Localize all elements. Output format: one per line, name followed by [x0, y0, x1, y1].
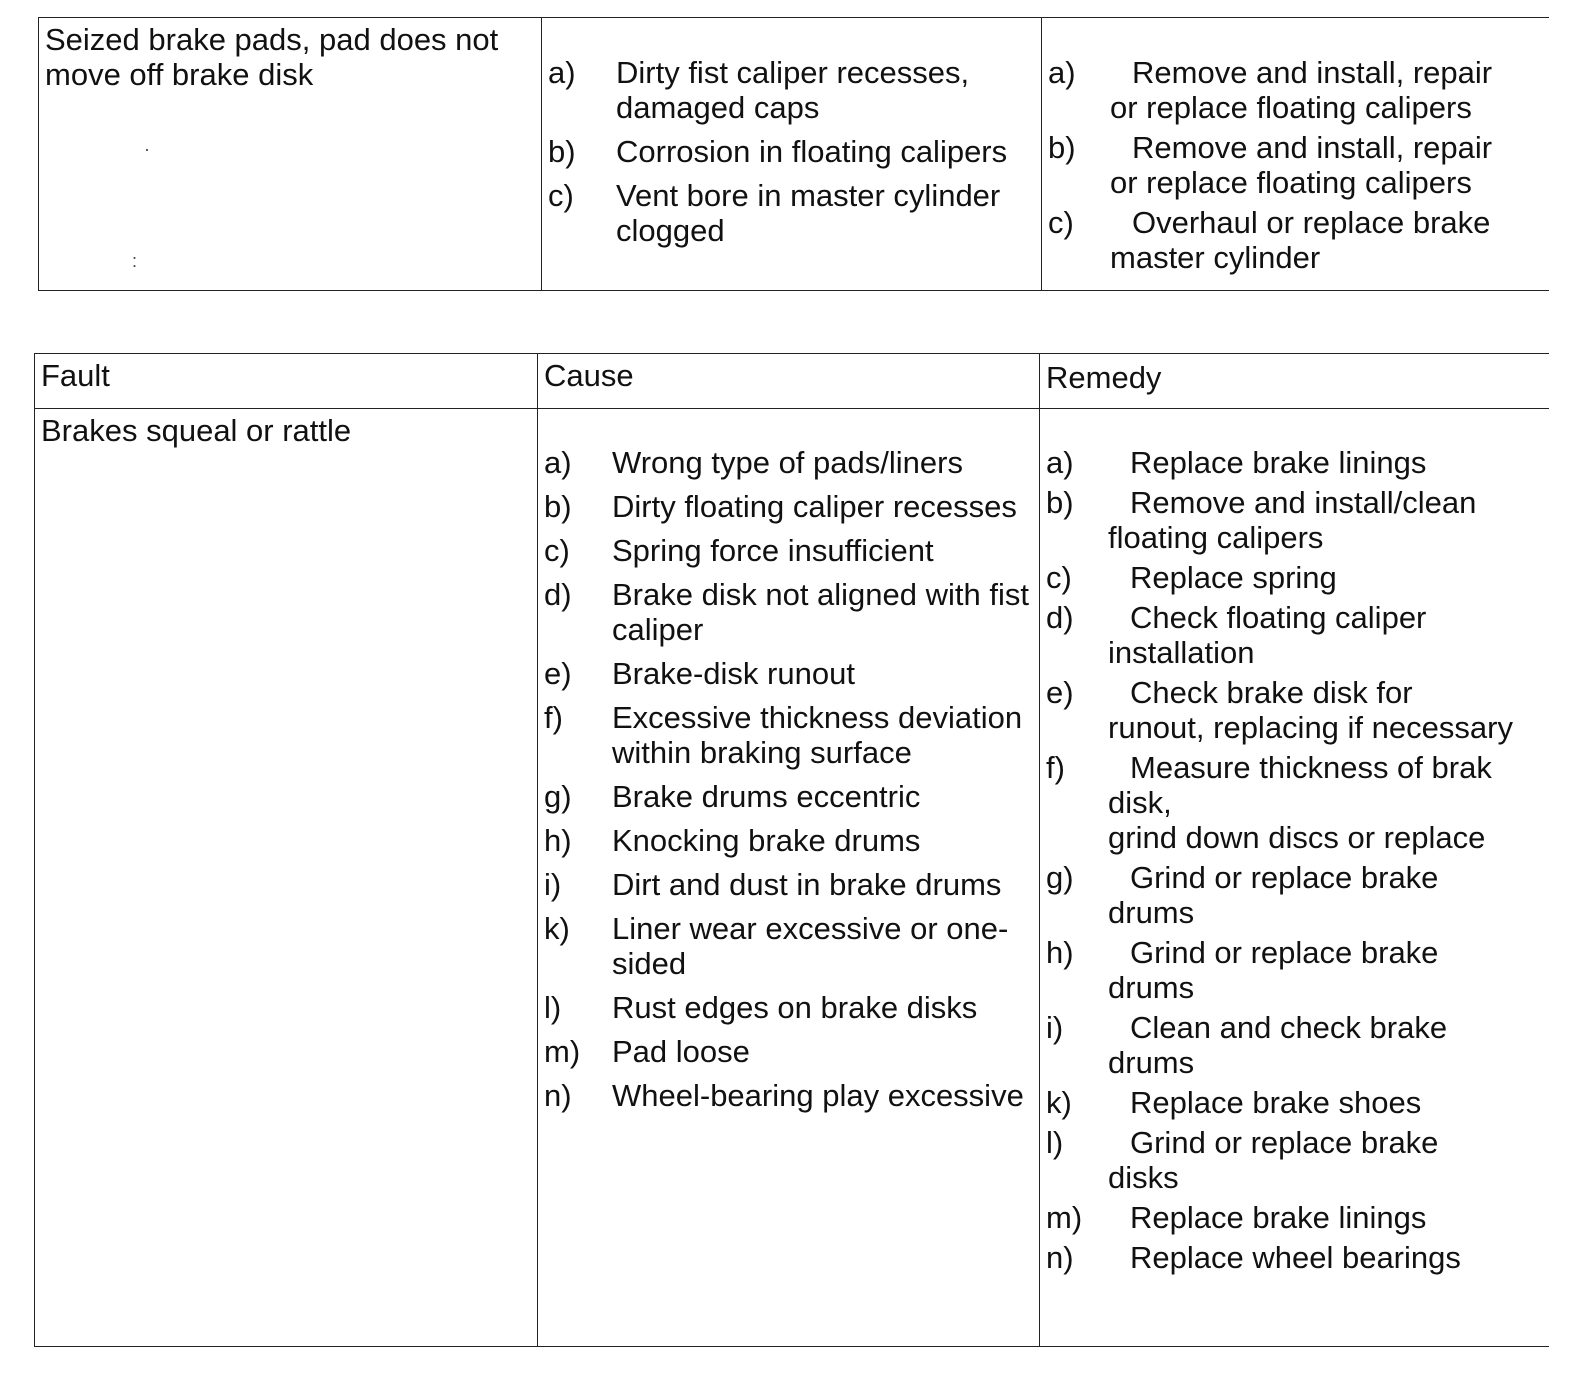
header-fault-label: Fault [41, 358, 110, 393]
remedy-item: f) Measure thickness of brak disk, grind down discs or replace [1046, 750, 1492, 855]
cause-item: h) Knocking brake drums [544, 823, 921, 858]
cause-item: e) Brake-disk runout [544, 656, 855, 691]
remedy-list [1042, 55, 1549, 275]
cause-list [542, 55, 1041, 248]
fault-text: Seized brake pads, pad does not move off brake disk [45, 22, 499, 92]
remedy-item: a) Remove and install, repair or replace floating calipers [1048, 55, 1493, 125]
remedy-item: b) Remove and install/clean floating calipers [1046, 485, 1477, 555]
cause-cell [538, 409, 1040, 1347]
cause-item: b) Corrosion in floating calipers [548, 134, 1008, 169]
remedy-item: m) Replace brake linings [1046, 1200, 1427, 1235]
cause-item: d) Brake disk not aligned with fist caliper [544, 577, 1029, 647]
cause-list [538, 445, 1039, 1113]
remedy-list [1040, 445, 1549, 1275]
fault-cell [35, 409, 538, 1347]
header-remedy-label: Remedy [1046, 360, 1162, 395]
fault-cell [39, 18, 542, 291]
scan-speck: : [132, 251, 138, 271]
cause-item: i) Dirt and dust in brake drums [544, 867, 1002, 902]
remedy-cell [1040, 409, 1549, 1347]
cause-item: f) Excessive thickness deviation within braking surface [544, 700, 1023, 770]
remedy-item: n) Replace wheel bearings [1046, 1240, 1461, 1275]
cause-cell [542, 18, 1042, 291]
cause-item: k) Liner wear excessive or one-sided [544, 911, 1009, 981]
header-cause-label: Cause [544, 358, 634, 393]
remedy-item: g) Grind or replace brake drums [1046, 860, 1439, 930]
fault-text: Brakes squeal or rattle [41, 413, 352, 448]
remedy-item: d) Check floating caliper installation [1046, 600, 1427, 670]
remedy-item: h) Grind or replace brake drums [1046, 935, 1439, 1005]
header-fault [35, 354, 538, 409]
cause-item: c) Vent bore in master cylinder clogged [548, 178, 1001, 248]
cause-item: b) Dirty floating caliper recesses [544, 489, 1017, 524]
remedy-item: k) Replace brake shoes [1046, 1085, 1422, 1120]
scan-speck: · [144, 139, 150, 159]
remedy-item: c) Overhaul or replace brake master cylinder [1048, 205, 1491, 275]
remedy-item: c) Replace spring [1046, 560, 1337, 595]
remedy-item: b) Remove and install, repair or replace floating calipers [1048, 130, 1493, 200]
fault-table-squeal [34, 353, 1549, 1347]
remedy-item: a) Replace brake linings [1046, 445, 1427, 480]
remedy-item: l) Grind or replace brake disks [1046, 1125, 1439, 1195]
cause-item: l) Rust edges on brake disks [544, 990, 978, 1025]
remedy-cell [1042, 18, 1549, 291]
cause-item: a) Wrong type of pads/liners [544, 445, 963, 480]
fault-table-seized-pads [38, 17, 1549, 291]
cause-item: g) Brake drums eccentric [544, 779, 921, 814]
header-cause [538, 354, 1040, 409]
remedy-item: i) Clean and check brake drums [1046, 1010, 1448, 1080]
cause-item: n) Wheel-bearing play excessive [544, 1078, 1024, 1113]
header-remedy [1040, 354, 1549, 409]
cause-item: m) Pad loose [544, 1034, 750, 1069]
remedy-item: e) Check brake disk for runout, replacing if necessary [1046, 675, 1513, 745]
cause-item: c) Spring force insufficient [544, 533, 934, 568]
cause-item: a) Dirty fist caliper recesses, damaged caps [548, 55, 970, 125]
